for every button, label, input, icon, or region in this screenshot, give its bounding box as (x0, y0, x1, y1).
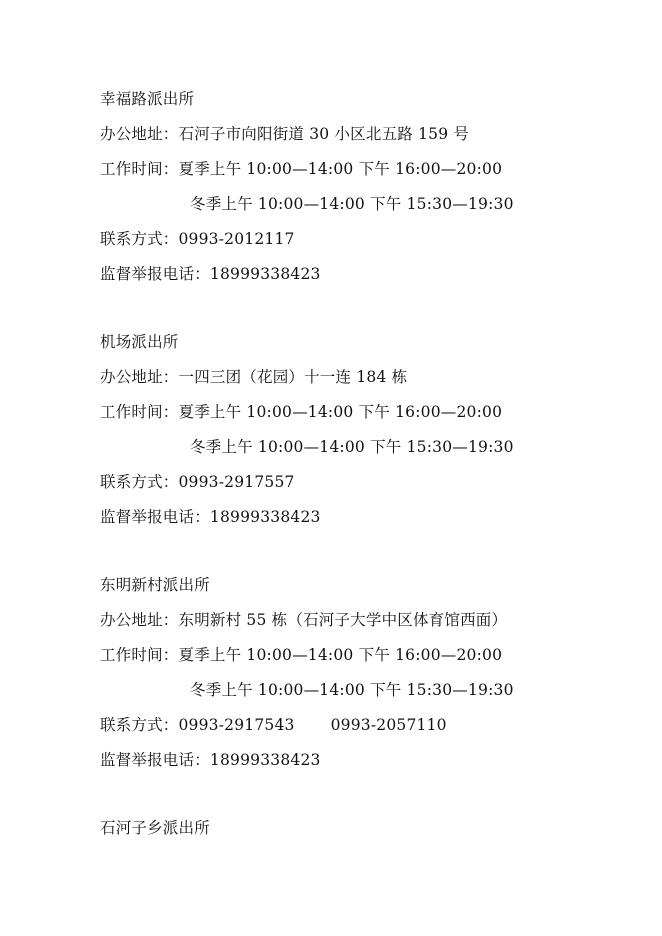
station-hours-summer: 工作时间：夏季上午 10:00—14:00 下午 16:00—20:00 (100, 403, 503, 421)
station-contact: 联系方式：0993-2012117 (100, 230, 295, 248)
station-section (100, 818, 640, 853)
station-address: 办公地址：石河子市向阳街道 30 小区北五路 159 号 (100, 125, 470, 143)
station-name: 石河子乡派出所 (100, 819, 210, 837)
station-section (100, 332, 640, 542)
station-section (100, 575, 640, 785)
station-contact: 联系方式：0993-2917543 (100, 716, 295, 734)
station-contact-extra: 0993-2057110 (330, 716, 447, 734)
station-address: 办公地址：东明新村 55 栋（石河子大学中区体育馆西面） (100, 611, 508, 629)
station-hours-winter: 冬季上午 10:00—14:00 下午 15:30—19:30 (190, 195, 514, 213)
station-address: 办公地址：一四三团（花园）十一连 184 栋 (100, 368, 408, 386)
station-hotline: 监督举报电话：18999338423 (100, 508, 321, 526)
station-hours-winter: 冬季上午 10:00—14:00 下午 15:30—19:30 (190, 438, 514, 456)
station-name: 机场派出所 (100, 333, 179, 351)
station-contact-row (100, 715, 640, 750)
station-hours-summer: 工作时间：夏季上午 10:00—14:00 下午 16:00—20:00 (100, 160, 503, 178)
station-hotline: 监督举报电话：18999338423 (100, 751, 321, 769)
station-contact: 联系方式：0993-2917557 (100, 473, 295, 491)
station-hours-winter: 冬季上午 10:00—14:00 下午 15:30—19:30 (190, 681, 514, 699)
station-name: 东明新村派出所 (100, 576, 210, 594)
station-hours-summer: 工作时间：夏季上午 10:00—14:00 下午 16:00—20:00 (100, 646, 503, 664)
station-hotline: 监督举报电话：18999338423 (100, 265, 321, 283)
station-section (100, 89, 640, 299)
station-name: 幸福路派出所 (100, 90, 195, 108)
